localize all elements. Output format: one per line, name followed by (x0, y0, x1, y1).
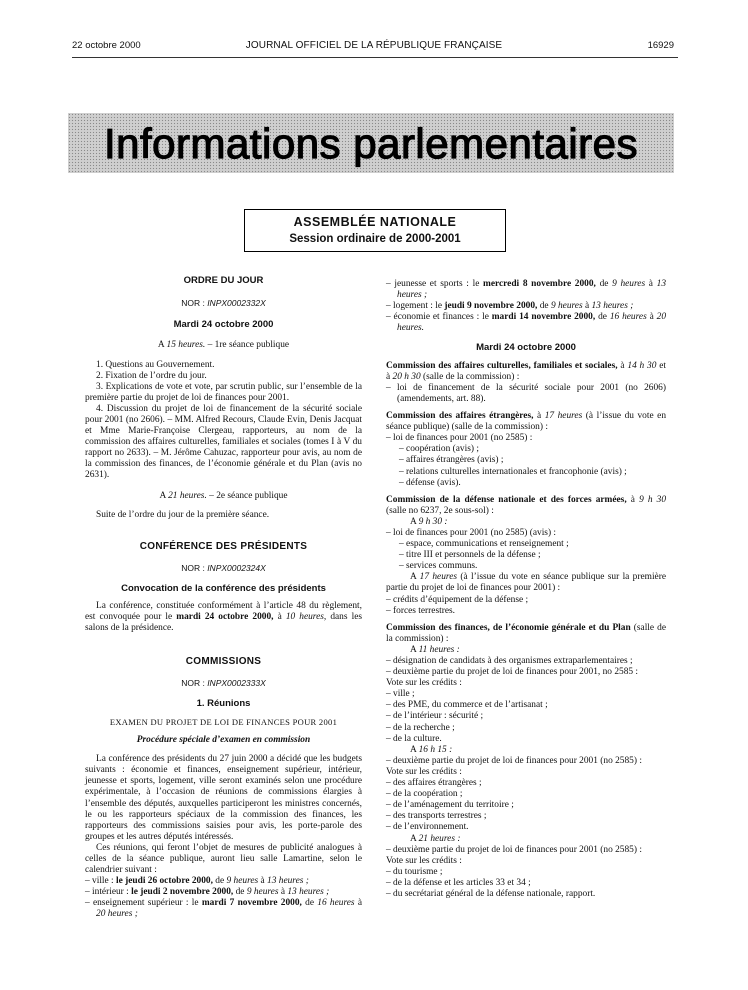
cal-time: 16 heures (609, 312, 647, 323)
nor-line (85, 298, 362, 308)
text: A (410, 572, 417, 583)
cal-date: le jeudi 26 octobre 2000, (116, 876, 213, 887)
time: 16 h 15 : (418, 744, 453, 755)
list-item: – des transports terrestres ; (386, 811, 487, 822)
cal-date: mardi 7 novembre 2000, (201, 898, 302, 909)
vote-label: Vote sur les crédits : (386, 678, 462, 689)
cal-time: 13 heures ; (287, 887, 330, 898)
agenda-item: 2. Fixation de l’ordre du jour. (96, 370, 207, 381)
list-item: – de la défense et les articles 33 et 34 ; (386, 877, 531, 888)
list-item: – affaires étrangères (avis) ; (399, 455, 504, 466)
cal-time: 16 heures (317, 898, 355, 909)
cal-date: mardi 14 novembre 2000, (491, 312, 596, 323)
text: (à l’issue du vote en séance publique) (salle de la commission) : (386, 411, 667, 433)
list-item: – de la culture. (386, 733, 442, 744)
cal-text: de (599, 279, 613, 289)
list-item: – espace, communications et renseignement ; (399, 539, 569, 550)
time-slot (386, 834, 666, 845)
list-item: – deuxième partie du projet de loi de finances pour 2001, no 2585 : (386, 667, 639, 678)
credits-list (386, 689, 666, 744)
calendar-list (386, 279, 666, 334)
section-banner (68, 113, 674, 173)
seance-post: – 2e séance publique (209, 490, 288, 501)
list-item: – relations culturelles internationales et francophonie (avis) ; (399, 466, 627, 477)
room: (salle no 6237, 2e sous-sol) : (386, 505, 494, 516)
text: à (536, 411, 542, 422)
cal-text: à (649, 312, 657, 323)
list-item: – loi de finances pour 2001 (no 2585) (avis) : (386, 527, 557, 538)
cal-text: à (260, 876, 268, 887)
list-item: – de la coopération ; (386, 789, 463, 800)
cal-time: 13 heures ; (397, 279, 667, 301)
text: A (410, 833, 417, 844)
procedure-text: La conférence des présidents du 27 juin 2000 a décidé que les budgets suivants : économie et finances, enseignement supérieur, intérieur, jeunesse et sports, logement, ville seront examinés selon une procédure expérimentale, à l’occasion de réunions de commissions élargies à l’ensemble des députés, auxquelles participeront les ministres concernés, le ou les rapporteurs spéciaux de la commission des finances, les rapporteurs des commissions saisies pour avis, les porte-parole des groupes et les autres députés intéressés. (85, 754, 362, 842)
reunions-title: 1. Réunions (196, 697, 251, 709)
room: (salle de la commission) : (422, 371, 520, 382)
list-item: – du secrétariat général de la défense nationale, rapport. (386, 888, 596, 899)
commission-name: Commission de la défense nationale et des forces armées, (386, 494, 627, 505)
cal-subject: – économie et finances : le (386, 312, 492, 323)
conv-date: mardi 24 octobre 2000, (176, 611, 274, 622)
cal-text: de (235, 887, 247, 898)
calendar-item (386, 301, 666, 312)
cal-text: de (598, 312, 610, 323)
cal-text: de (215, 876, 227, 887)
time: 17 heures (544, 411, 583, 422)
commission-heading (386, 361, 666, 383)
text: à (620, 360, 625, 371)
list-item: – crédits d’équipement de la défense ; (386, 594, 529, 605)
seance-time: 15 heures. (166, 340, 206, 351)
header-date: 22 octobre 2000 (72, 40, 141, 51)
commission-items (386, 595, 666, 617)
convocation-text (85, 601, 362, 634)
calendar-item (85, 898, 362, 920)
cal-date: mercredi 8 novembre 2000, (483, 279, 596, 289)
commission-items (386, 528, 666, 572)
cal-subject: – jeunesse et sports : le (386, 279, 484, 289)
agenda-item: 1. Questions au Gouvernement. (96, 359, 215, 370)
cal-time: 20 heures ; (96, 909, 138, 920)
cal-subject: – logement : le (386, 301, 445, 312)
procedure-title: Procédure spéciale d’examen en commission (136, 735, 311, 746)
conv-text: à (277, 611, 282, 622)
time: 14 h 30 (627, 360, 657, 371)
conference-title: CONFÉRENCE DES PRÉSIDENTS (139, 540, 308, 552)
cal-date: le jeudi 2 novembre 2000, (131, 887, 234, 898)
banner-title: Informations parlementaires (103, 120, 639, 167)
text: A (410, 744, 417, 755)
calendar-list (85, 876, 362, 920)
room: (salle de la commission) : (386, 622, 666, 644)
time: 20 h 30 (392, 371, 421, 382)
left-column (85, 275, 362, 921)
text: A (410, 644, 417, 655)
list-item: – de la recherche ; (386, 722, 455, 733)
list-item: – défense (avis). (399, 477, 461, 488)
commission-item: – deuxième partie du projet de loi de finances pour 2001 (no 2585) : (386, 844, 642, 855)
commission-item: – deuxième partie du projet de loi de finances pour 2001 (no 2585) : (386, 755, 642, 766)
vote-label: Vote sur les crédits : (386, 855, 462, 866)
commission-item: – loi de financement de la sécurité sociale pour 2001 (no 2606) (amendements, art. 88). (386, 382, 666, 404)
page-header (0, 40, 748, 54)
list-item: – des PME, du commerce et de l’artisanat ; (386, 700, 548, 711)
cal-text: de (539, 301, 551, 312)
conv-time: 10 heures, (285, 611, 327, 622)
nor-code: INPX0002332X (207, 298, 266, 309)
commission-heading (386, 495, 666, 517)
nor-label: NOR : (181, 298, 205, 309)
list-item: – ville ; (386, 689, 415, 700)
commission-heading (386, 411, 666, 433)
cal-subject: – intérieur : (85, 887, 132, 898)
cal-time: 9 heures (550, 301, 583, 312)
seance-line (85, 340, 362, 351)
cal-text: à (280, 887, 288, 898)
time-slot (386, 517, 666, 528)
cal-time: 9 heures (612, 279, 646, 289)
time: 17 heures (419, 572, 457, 583)
cal-date: jeudi 9 novembre 2000, (444, 301, 538, 312)
time: 21 heures : (418, 833, 461, 844)
cal-text: à (357, 898, 363, 909)
nor-label: NOR : (181, 677, 205, 688)
agenda-item: 4. Discussion du projet de loi de financement de la sécurité sociale pour 2001 (no 2606). – MM. Alfred Recours, Claude Evin, Denis Jacquat et Mme Marie-Françoise Clergeau, rapporteurs, au nom de la commission des affaires culturelles, familiales et sociales (tomes I à V du rapport no 2633). – M. Jérôme Cahuzac, rapporteur pour avis, au nom de la commission des finances, de l’économie générale et du Plan (avis no 2631). (85, 403, 362, 481)
commission-name: Commission des affaires étrangères, (386, 411, 534, 422)
list-item: – services communs. (399, 561, 478, 572)
conv-text: La conférence, constituée conformément à l’article 48 du règlement, est convoquée pour le (85, 600, 362, 622)
assembly-name: ASSEMBLÉE NATIONALE (293, 215, 457, 229)
commission-name: Commission des finances, de l’économie générale et du Plan (386, 622, 631, 633)
header-rule (72, 57, 678, 58)
nor-line (85, 563, 362, 573)
procedure-text: Ces réunions, qui feront l’objet de mesures de publicité analogues à celles de la séance publique, auront lieu salle Lamartine, selon le calendrier suivant : (85, 842, 362, 876)
text: (à l’issue du vote en séance publique sur la première partie du projet de loi de finances pour 2001) : (386, 572, 666, 594)
list-item: – titre III et personnels de la défense ; (399, 550, 541, 561)
seance-pre: A (159, 490, 166, 501)
list-item: – de l’aménagement du territoire ; (386, 800, 514, 811)
text: et à (386, 360, 667, 382)
cal-time: 20 heures. (397, 312, 667, 334)
time-slot (386, 645, 666, 656)
vote-label: Vote sur les crédits : (386, 766, 462, 777)
commissions-title: COMMISSIONS (185, 656, 262, 668)
seance-post: – 1re séance publique (207, 340, 290, 351)
commission-name: Commission des affaires culturelles, familiales et sociales, (386, 360, 618, 371)
nor-code: INPX0002333X (207, 677, 266, 688)
date-heading: Mardi 24 octobre 2000 (173, 319, 274, 331)
time: 9 h 30 : (418, 516, 448, 527)
assembly-box (244, 209, 506, 252)
list-item: – forces terrestres. (386, 605, 455, 616)
seance-time: 21 heures. (168, 490, 207, 501)
list-item: – du tourisme ; (386, 866, 443, 877)
list-item: – de l’intérieur : sécurité ; (386, 711, 484, 722)
text: A (410, 516, 417, 527)
session-name: Session ordinaire de 2000-2001 (289, 232, 461, 245)
commission-items (386, 656, 666, 678)
credits-list (386, 867, 666, 900)
seance-pre: A (157, 340, 165, 351)
cal-subject: – ville : (85, 876, 116, 887)
time-slot (386, 572, 666, 594)
suite-line: Suite de l’ordre du jour de la première séance. (96, 509, 270, 520)
ordre-du-jour-title: ORDRE DU JOUR (183, 275, 264, 286)
cal-text: à (584, 301, 592, 312)
journal-title: JOURNAL OFFICIEL DE LA RÉPUBLIQUE FRANÇAISE (245, 40, 503, 51)
time: 9 h 30 (639, 494, 667, 505)
credits-list (386, 778, 666, 833)
nor-line (85, 678, 362, 688)
convocation-title: Convocation de la conférence des présidents (121, 582, 326, 594)
cal-time: 9 heures (246, 887, 279, 898)
cal-time: 13 heures ; (591, 301, 634, 312)
text: à (630, 494, 635, 505)
time-slot (386, 745, 666, 756)
commission-heading (386, 623, 666, 645)
nor-label: NOR : (181, 562, 205, 573)
list-item: – de l’environnement. (386, 822, 469, 833)
cal-time: 9 heures (226, 876, 259, 887)
commission-items (386, 433, 666, 488)
cal-text: de (305, 898, 318, 909)
agenda-item: 3. Explications de vote et vote, par scrutin public, sur l’ensemble de la première partie du projet de loi de finances pour 2001. (85, 381, 362, 403)
list-item: – coopération (avis) ; (399, 444, 479, 455)
calendar-item (85, 876, 362, 887)
right-column (386, 279, 666, 900)
cal-text: à (648, 279, 657, 289)
examen-title: EXAMEN DU PROJET DE LOI DE FINANCES POUR 2001 (109, 717, 338, 728)
calendar-item (386, 279, 666, 301)
calendar-item (85, 887, 362, 898)
nor-code: INPX0002324X (207, 562, 266, 573)
list-item: – loi de finances pour 2001 (no 2585) : (386, 433, 533, 444)
list-item: – des affaires étrangères ; (386, 778, 482, 789)
conv-text: dans les salons de la présidence. (85, 611, 362, 633)
date-heading: Mardi 24 octobre 2000 (476, 342, 576, 354)
seance-line (85, 491, 362, 502)
cal-subject: – enseignement supérieur : le (85, 898, 202, 909)
time: 11 heures : (418, 644, 460, 655)
cal-time: 13 heures ; (267, 876, 309, 887)
calendar-item (386, 312, 666, 334)
page-number: 16929 (647, 40, 674, 51)
list-item: – désignation de candidats à des organismes extraparlementaires ; (386, 656, 633, 667)
